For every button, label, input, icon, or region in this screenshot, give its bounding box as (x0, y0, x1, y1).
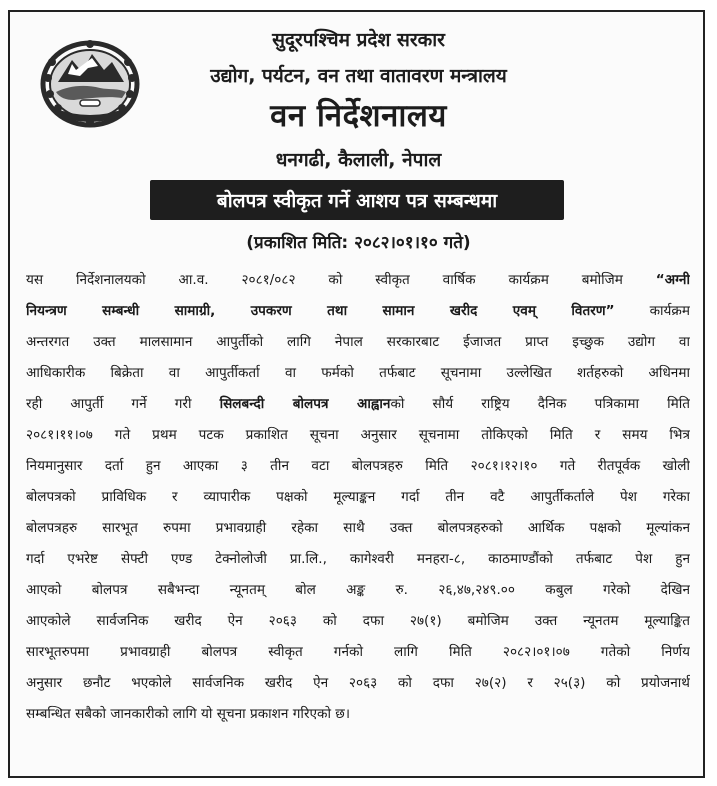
body-line: बोलपत्रहरु सारभूत रुपमा प्रभावग्राही रहेका साथै उक्त बोलपत्रहरुको आर्थिक पक्षको मूल्यांकन (26, 520, 690, 536)
body-line: अन्तरगत उक्त मालसामान आपुर्तीको लागि नेपाल सरकारबाट ईजाजत प्राप्त इच्छुक उद्योग वा (26, 334, 690, 350)
sealed-bid-bold: सिलबन्दी बोलपत्र आह्वान (219, 396, 391, 412)
body-line: आएकोले सार्वजनिक खरीद ऐन २०६३ को दफा २७(१) बमोजिम उक्त न्यूनतम मूल्याङ्कित (26, 613, 690, 629)
notice-frame (8, 10, 705, 778)
subject-title: बोलपत्र स्वीकृत गर्ने आशय पत्र सम्बन्धमा (216, 190, 498, 212)
body-line (26, 389, 690, 420)
office-name: वन निर्देशनालय (270, 98, 447, 134)
body-line (26, 265, 690, 296)
publish-date: (प्रकाशित मिति: २०८२।०१।१० गते) (246, 233, 471, 253)
subject-banner (150, 180, 564, 220)
body-line: सारभूतरुपमा प्रभावग्राही बोलपत्र स्वीकृत गर्नको लागि मिति २०८२।०१।०७ गतेको निर्णय (26, 644, 690, 660)
body-line: आधिकारीक बिक्रेता वा आपुर्तीकर्ता वा फर्मको तर्फबाट सूचनामा उल्लेखित शर्तहरुको अधिनमा (26, 365, 690, 381)
program-name-bold: नियन्त्रण सम्बन्धी सामाग्री, उपकरण तथा सामान खरीद एवम् वितरण” (26, 303, 615, 319)
body-line: बोलपत्रको प्राविधिक र व्यापारीक पक्षको मूल्याङ्कन गर्दा तीन वटै आपुर्तीकर्ताले पेश गरेका (26, 489, 690, 505)
body-line: गर्दा एभरेष्ट सेफ्टी एण्ड टेक्नोलोजी प्रा.लि., कागेश्वरी मनहरा-८, काठमाण्डौंको तर्फबाट पेश हुन (26, 551, 690, 567)
body-text-segment: यस निर्देशनालयको आ.व. २०८१/०८२ को स्वीकृत वार्षिक कार्यक्रम बमोजिम (26, 272, 623, 288)
notice-body (26, 265, 690, 730)
program-name-bold: “अग्नी (655, 272, 690, 288)
body-line: नियमानुसार दर्ता हुन आएका ३ तीन वटा बोलपत्रहरु मिति २०८१।१२।१० गते रीतपूर्वक खोली (26, 458, 690, 474)
body-text-segment: को सौर्य राष्ट्रिय दैनिक पत्रिकामा मिति (390, 396, 690, 412)
body-line: आएको बोलपत्र सबैभन्दा न्यूनतम् बोल अङ्क रु. २६,४७,२४९.०० कबुल गरेको देखिन (26, 582, 690, 598)
body-line: सम्बन्धित सबैको जानकारीको लागि यो सूचना प्रकाशन गरिएको छ। (26, 706, 350, 722)
body-line (26, 296, 690, 327)
office-address: धनगढी, कैलाली, नेपाल (275, 149, 442, 171)
body-text-segment: कार्यक्रम (649, 303, 690, 319)
government-name: सुदूरपश्चिम प्रदेश सरकार (272, 29, 445, 51)
ministry-name: उद्योग, पर्यटन, वन तथा वातावरण मन्त्रालय (210, 65, 507, 87)
body-line: अनुसार छनौट भएकोले सार्वजनिक खरीद ऐन २०६३ को दफा २७(२) र २५(३) को प्रयोजनार्थ (26, 675, 690, 691)
body-text-segment: रही आपुर्ती गर्ने गरी (26, 396, 192, 412)
body-line: २०८१।११।०७ गते प्रथम पटक प्रकाशित सूचना अनुसार सूचनामा तोकिएको मिति र समय भित्र (26, 427, 690, 443)
